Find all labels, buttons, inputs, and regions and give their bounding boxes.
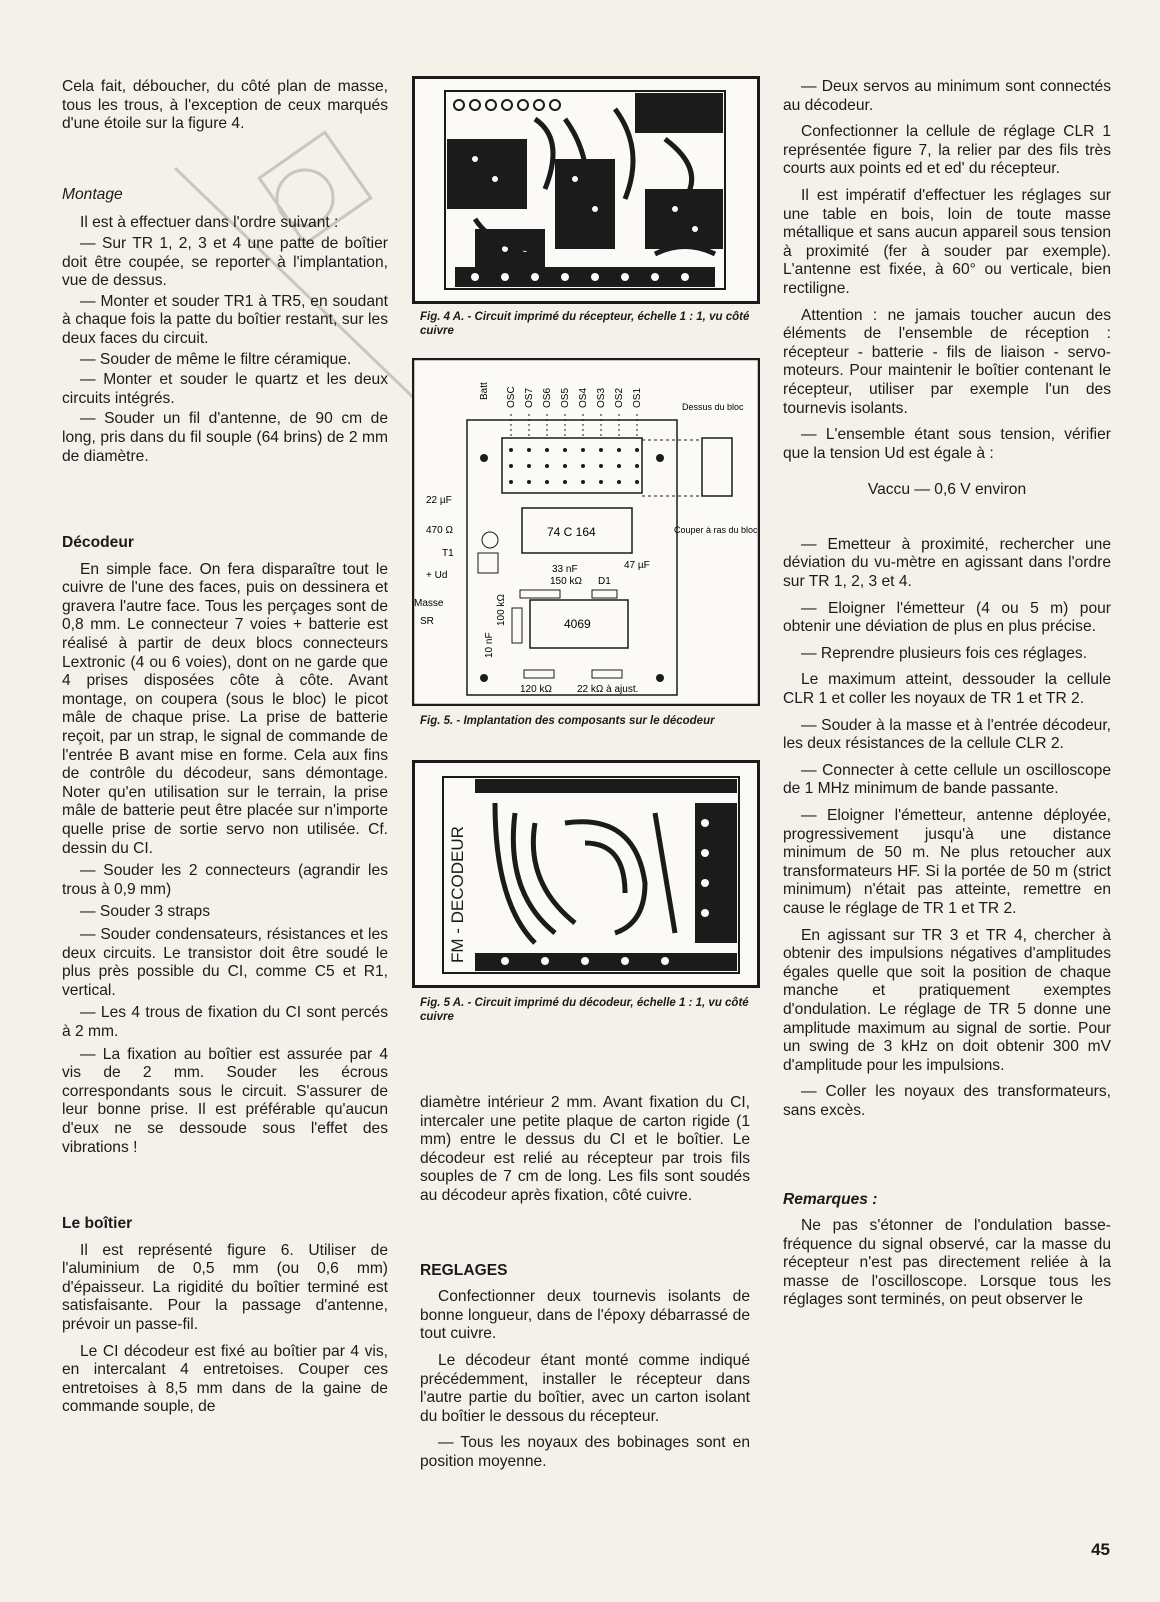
label-c33: 33 nF — [552, 564, 578, 575]
pcb-receiver-artwork — [415, 79, 757, 301]
heading-decodeur: Décodeur — [62, 534, 134, 552]
paragraph: — Reprendre plusieurs fois ces réglages. — [801, 644, 1088, 662]
paragraph: — Tous les noyaux des bobinages sont en position moyenne. — [420, 1434, 750, 1470]
paragraph: Ne pas s'étonner de l'ondulation basse-fréquence du signal observé, car la masse du récepteur n'est pas directement reliée à la masse de l'oscilloscope. Lorsque tous les réglages sont terminés, on peut observer le — [783, 1217, 1111, 1309]
paragraph: Il est à effectuer dans l'ordre suivant : — [80, 214, 339, 232]
paragraph: Confectionner la cellule de réglage CLR 1 représentée figure 7, la relier par des fils très courts aux points ed et ed' du récepteur. — [783, 123, 1111, 178]
paragraph: — Connecter à cette cellule un oscilloscope de 1 MHz minimum de bande passante. — [783, 761, 1111, 798]
figure-4a-caption: Fig. 4 A. - Circuit imprimé du récepteur, échelle 1 : 1, vu côté cuivre — [420, 311, 750, 337]
column-2 — [420, 1094, 750, 1480]
formula-vaccu: Vaccu — 0,6 V environ — [867, 481, 1027, 499]
pcb-label-fm-decodeur: FM - DECODEUR — [448, 826, 467, 963]
label-r150: 150 kΩ — [550, 576, 582, 587]
paragraph: Confectionner deux tournevis isolants de bonne longueur, dans de l'époxy débarrassé de tout cuivre. — [420, 1288, 750, 1343]
paragraph: — Souder condensateurs, résistances et les deux circuits. Le transistor doit être soudé le plus près possible du CI, comme C5 et R1, vertical. — [62, 925, 388, 999]
pin-label: OS3 — [596, 387, 607, 408]
pin-label: OS5 — [560, 387, 571, 408]
pin-label: OSC — [506, 386, 517, 408]
pcb-decoder-artwork — [415, 763, 757, 985]
page-number: 45 — [1091, 1540, 1110, 1559]
paragraph: — Coller les noyaux des transformateurs, sans excès. — [783, 1083, 1111, 1119]
paragraph: — Emetteur à proximité, rechercher une déviation du vu-mètre en agissant dans l'ordre sur TR 1, 2, 3 et 4. — [783, 535, 1111, 591]
pin-label: OS7 — [524, 387, 535, 408]
pin-label: Batt — [479, 382, 490, 400]
figure-5a-caption: Fig. 5 A. - Circuit imprimé du décodeur, échelle 1 : 1, vu côté cuivre — [420, 997, 749, 1023]
paragraph: — Souder les 2 connecteurs (agrandir les trous à 0,9 mm) — [62, 862, 388, 898]
heading-remarques: Remarques : — [783, 1190, 878, 1208]
paragraph: En simple face. On fera disparaître tout le cuivre de l'une des faces, puis on dessinera et gravera l'autre face. Tous les perçages sont de 0,8 mm. Le connecteur 7 voies + batterie est réalisé à partir de deux blocs connecteurs Lextronic (4 ou 6 voies), dont on ne garde que 4 prises disposées côte à côte. Avant montage, on coupera (sous le bloc) le picot mâle de chaque prise. La prise de batterie reçoit, par un strap, le signal de commande de l'entrée B avant mise en forme. Cela aux fins de contrôle du décodeur, sans démontage. Noter qu'en utilisation sur le terrain, la prise mâle de batterie peut être placée sur n'importe quelle prise de sortie servo non utilisée. Cf. dessin du CI. — [62, 560, 388, 857]
paragraph: — Monter et souder TR1 à TR5, en soudant à chaque fois la patte du boîtier restant, sur les deux faces du circuit. — [62, 292, 388, 347]
label-couper: Couper à ras du bloc — [674, 525, 758, 535]
pin-label: OS1 — [632, 387, 643, 408]
pin-label: OS6 — [542, 387, 553, 408]
paragraph: — Eloigner l'émetteur, antenne déployée, progressivement jusqu'à une distance minimum de 50 m. Ne plus retoucher aux transformateurs HF. Si la portée de 50 m (strict minimum) n'était pas atteinte, remettre en cause le réglage de TR 1 et TR 2. — [783, 807, 1111, 917]
heading-reglages: REGLAGES — [420, 1261, 508, 1279]
paragraph: Le maximum atteint, dessouder la cellule CLR 1 et coller les noyaux de TR 1 et TR 2. — [783, 671, 1111, 708]
paragraph: — L'ensemble étant sous tension, vérifier que la tension Ud est égale à : — [783, 426, 1111, 462]
label-ud: + Ud — [426, 570, 448, 581]
heading-montage: Montage — [62, 185, 123, 203]
ic-74c164-label: 74 C 164 — [547, 525, 596, 539]
paragraph: Il est impératif d'effectuer les réglages sur une table en bois, loin de toute masse métallique et sans aucun appareil sous tension à proximité (fer à souder par exemple). L'antenne est fixée, à 60° ou verticale, bien rectiligne. — [783, 186, 1111, 297]
paragraph: — La fixation au boîtier est assurée par 4 vis de 2 mm. Souder les écrous correspondants sous le circuit. S'assurer de leur bonne prise. Il est préférable qu'aucun d'eux ne se dessoude sous l'effet des vibrations ! — [62, 1045, 388, 1156]
label-sr: SR — [420, 616, 434, 627]
paragraph: Il est représenté figure 6. Utiliser de l'aluminium de 0,5 mm (ou 0,6 mm) d'épaisseur. La rigidité du boîtier terminé est satisfaisante. Pour la passage d'antenne, prévoir un passe-fil. — [62, 1241, 388, 1334]
component-layout-drawing — [412, 358, 760, 706]
label-masse: Masse — [414, 598, 444, 609]
paragraph: — Souder à la masse et à l'entrée décodeur, les deux résistances de la cellule CLR 2. — [783, 716, 1111, 753]
figure-5-component-layout — [412, 358, 760, 706]
paragraph: Le décodeur étant monté comme indiqué précédemment, installer le récepteur dans l'autre partie du boîtier, avec un carton isolant du boîtier le dessous du récepteur. — [420, 1351, 750, 1425]
paragraph: — Deux servos au minimum sont connectés au décodeur. — [783, 78, 1111, 114]
paragraph: Cela fait, déboucher, du côté plan de masse, tous les trous, à l'exception de ceux marqués d'une étoile sur la figure 4. — [62, 78, 388, 133]
label-c47: 47 µF — [624, 560, 650, 571]
label-r22: 22 kΩ à ajust. — [577, 684, 639, 695]
label-r100: 100 kΩ — [496, 594, 507, 626]
figure-5-caption: Fig. 5. - Implantation des composants sur le décodeur — [420, 715, 715, 727]
figure-4a-pcb-receiver — [412, 76, 760, 304]
ic-4069-label: 4069 — [564, 617, 591, 631]
paragraph: — Souder 3 straps — [80, 903, 211, 921]
paragraph: Attention : ne jamais toucher aucun des éléments de l'ensemble de réception : récepteur - batterie - fils de liaison - servo-moteurs. Pour maintenir le boîtier contenant le récepteur, utiliser par exemple l'un des tournevis isolants. — [783, 306, 1111, 417]
paragraph: — Souder un fil d'antenne, de 90 cm de long, pris dans du fil souple (64 brins) de 2 mm de diamètre. — [62, 410, 388, 465]
label-d1: D1 — [598, 576, 611, 587]
paragraph: — Eloigner l'émetteur (4 ou 5 m) pour obtenir une déviation de plus en plus précise. — [783, 599, 1111, 636]
label-r470: 470 Ω — [426, 525, 453, 536]
figure-5a-pcb-decoder — [412, 760, 760, 988]
heading-boitier: Le boîtier — [62, 1215, 133, 1233]
paragraph: diamètre intérieur 2 mm. Avant fixation du CI, intercaler une petite plaque de carton rigide (1 mm) entre le dessus du CI et le boîtier. Le décodeur est relié au récepteur par trois fils souples de 7 cm de long. Les fils sont soudés au décodeur après fixation, côté cuivre. — [420, 1094, 750, 1204]
label-c22: 22 µF — [426, 495, 452, 506]
paragraph: — Sur TR 1, 2, 3 et 4 une patte de boîtier doit être coupée, se reporter à l'implantation, vue de dessus. — [62, 234, 388, 290]
label-dessus: Dessus du bloc — [682, 402, 744, 412]
pin-label: OS4 — [578, 387, 589, 408]
paragraph: En agissant sur TR 3 et TR 4, chercher à obtenir des impulsions négatives d'amplitudes égales quelle que soit la position de chaque manche et pratiquement exemptes d'ondulation. Le réglage de TR 5 donne une amplitude maximum au signal de sortie. Pour un swing de 3 kHz on doit obtenir 300 mV d'amplitude pour les impulsions. — [783, 926, 1111, 1074]
column-3 — [783, 78, 1111, 1318]
paragraph: — Les 4 trous de fixation du CI sont percés à 2 mm. — [62, 1004, 388, 1040]
column-1 — [62, 78, 388, 1425]
label-r120: 120 kΩ — [520, 684, 552, 695]
paragraph: — Monter et souder le quartz et les deux circuits intégrés. — [62, 371, 388, 407]
pin-label: OS2 — [614, 387, 625, 408]
paragraph: Le CI décodeur est fixé au boîtier par 4 vis, en intercalant 4 entretoises. Couper ces entretoises à 8,5 mm dans de la gaine de commande souple, de — [62, 1342, 388, 1416]
label-t1: T1 — [442, 548, 454, 559]
label-c10: 10 nF — [484, 632, 495, 658]
paragraph: — Souder de même le filtre céramique. — [80, 350, 352, 368]
